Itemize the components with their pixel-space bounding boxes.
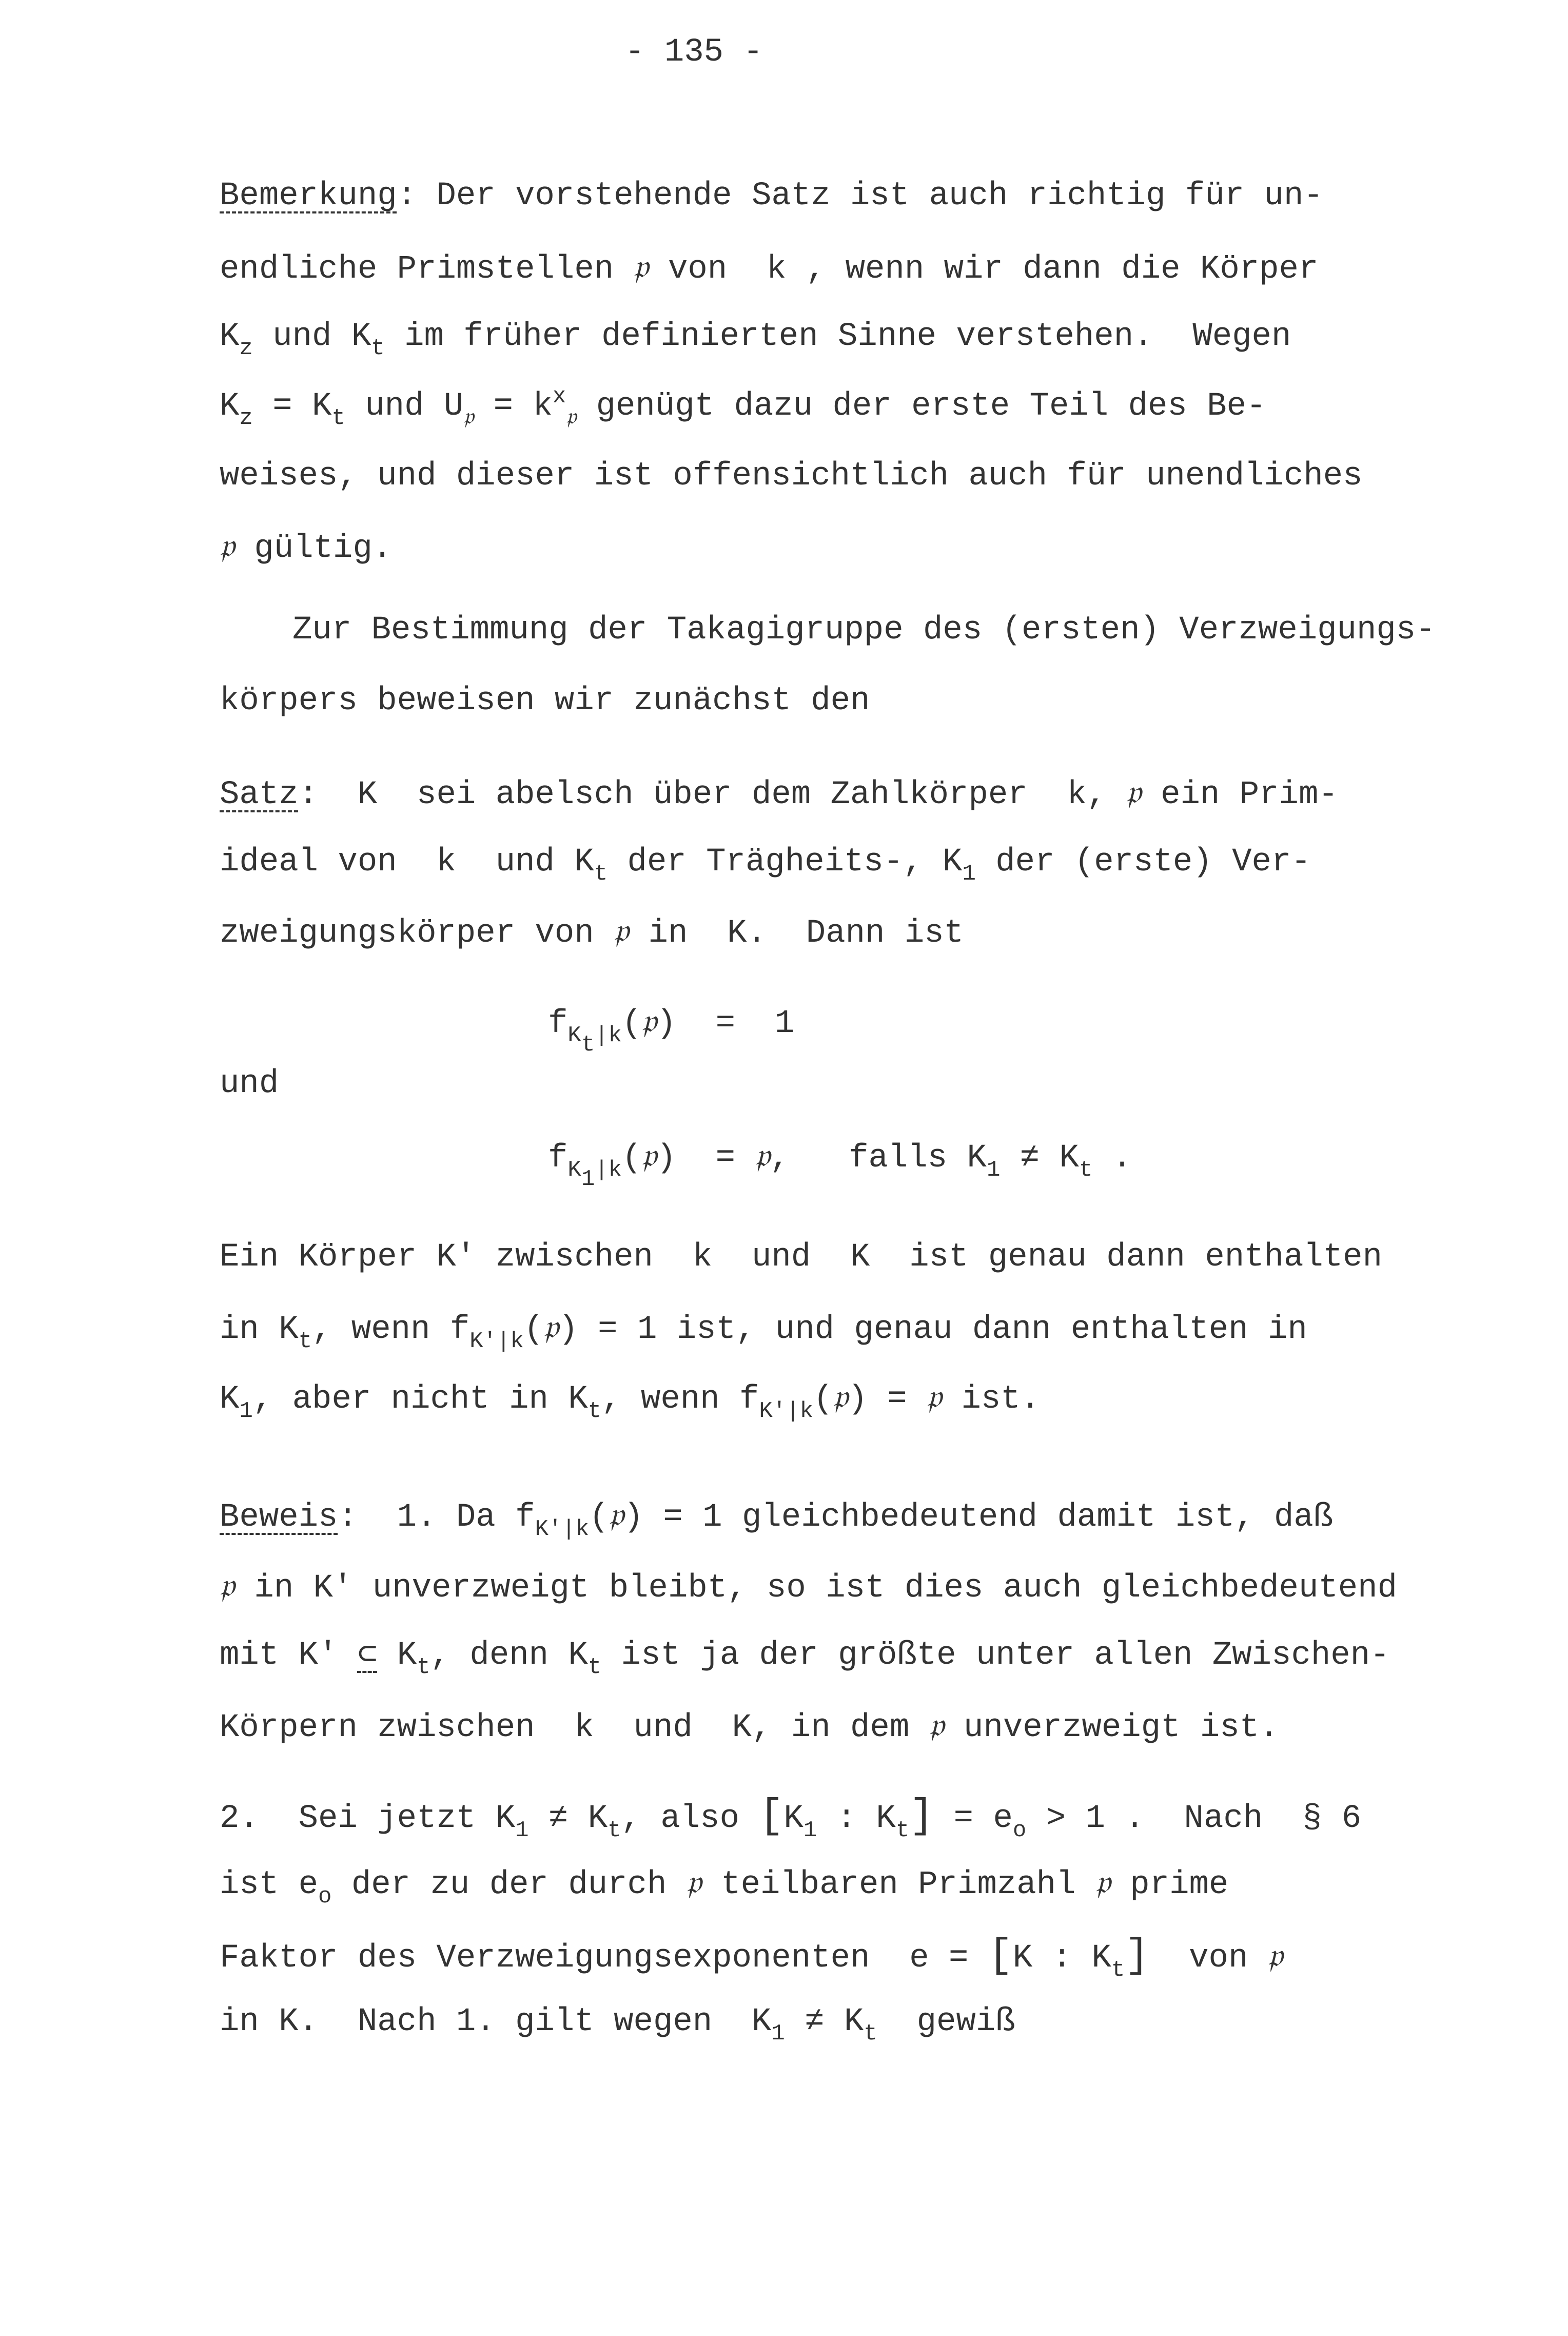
proof-line-1: Beweis: 1. Da $f_{K'|k}(𝔭) = 1$ gleichbedeutend damit ist, daß	[220, 1496, 1334, 1542]
proof-line-2: 𝔭 in K' unverzweigt bleibt, so ist dies auch gleichbedeutend	[220, 1567, 1397, 1607]
remark-label: Bemerkung	[220, 178, 397, 215]
remark-line-6: 𝔭 gültig.	[220, 527, 393, 567]
theorem-line-3: zweigungskörper von 𝔭 in K. Dann ist	[220, 912, 964, 952]
theorem-line-6: $K_1$, aber nicht in $K_t$, wenn $f_{K'|k}(𝔭)$ = 𝔭 ist.	[220, 1378, 1041, 1424]
remark-line-1: Bemerkung: Der vorstehende Satz ist auch richtig für un-	[220, 178, 1323, 215]
proof-line-6: ist $e_o$ der zu der durch 𝔭 teilbaren Primzahl 𝔭 prime	[220, 1863, 1229, 1910]
theorem-label: Satz	[220, 776, 299, 813]
intro-line-2: körpers beweisen wir zunächst den	[220, 683, 870, 719]
theorem-line-2: ideal von k und $K_t$ der Trägheits-, $K_1$ der (erste) Ver-	[220, 844, 1311, 887]
remark-line-4: $K_z = K_t$ und $U_𝔭 = k^x_𝔭$ genügt dazu der erste Teil des Be-	[220, 384, 1266, 431]
proof-line-8: in K. Nach 1. gilt wegen $K_1 \ne K_t$ gewiß	[220, 2003, 1015, 2047]
theorem-line-1: Satz: K sei abelsch über dem Zahlkörper k, 𝔭 ein Prim-	[220, 773, 1338, 813]
proof-label: Beweis	[220, 1499, 338, 1536]
remark-line-3: $K_z$ und $K_t$ im früher definierten Sinne verstehen. Wegen	[220, 318, 1291, 361]
theorem-line-5: in $K_t$, wenn $f_{K'|k}(𝔭) = 1$ ist, und genau dann enthalten in	[220, 1308, 1307, 1354]
remark-line-5: weises, und dieser ist offensichtlich auch für unendliches	[220, 458, 1363, 495]
remark-line-2: endliche Primstellen 𝔭 von k , wenn wir dann die Körper	[220, 248, 1319, 288]
proof-line-5: 2. Sei jetzt $K_1 \ne K_t$, also [$K_1$ : $K_t] = e_o > 1$ . Nach § 6	[220, 1793, 1362, 1843]
equation-2: $f_{K_1|k}(𝔭)$ = 𝔭, falls $K_1 \ne K_t$ .	[548, 1137, 1132, 1192]
proof-line-3: mit K' ⊂ $K_t$, denn $K_t$ ist ja der größte unter allen Zwischen-	[220, 1637, 1390, 1680]
proof-line-7: Faktor des Verzweigungsexponenten e = [K : $K_t$] von 𝔭	[220, 1933, 1283, 1983]
equation-1: $f_{K_t|k}(𝔭) = 1$	[548, 1002, 795, 1058]
proof-line-4: Körpern zwischen k und K, in dem 𝔭 unverzweigt ist.	[220, 1706, 1279, 1746]
intro-line-1: Zur Bestimmung der Takagigruppe des (ersten) Verzweigungs-	[292, 612, 1436, 649]
page-number: - 135 -	[625, 34, 763, 71]
und-text: und	[220, 1065, 279, 1102]
theorem-line-4: Ein Körper K' zwischen k und K ist genau dann enthalten	[220, 1239, 1382, 1276]
